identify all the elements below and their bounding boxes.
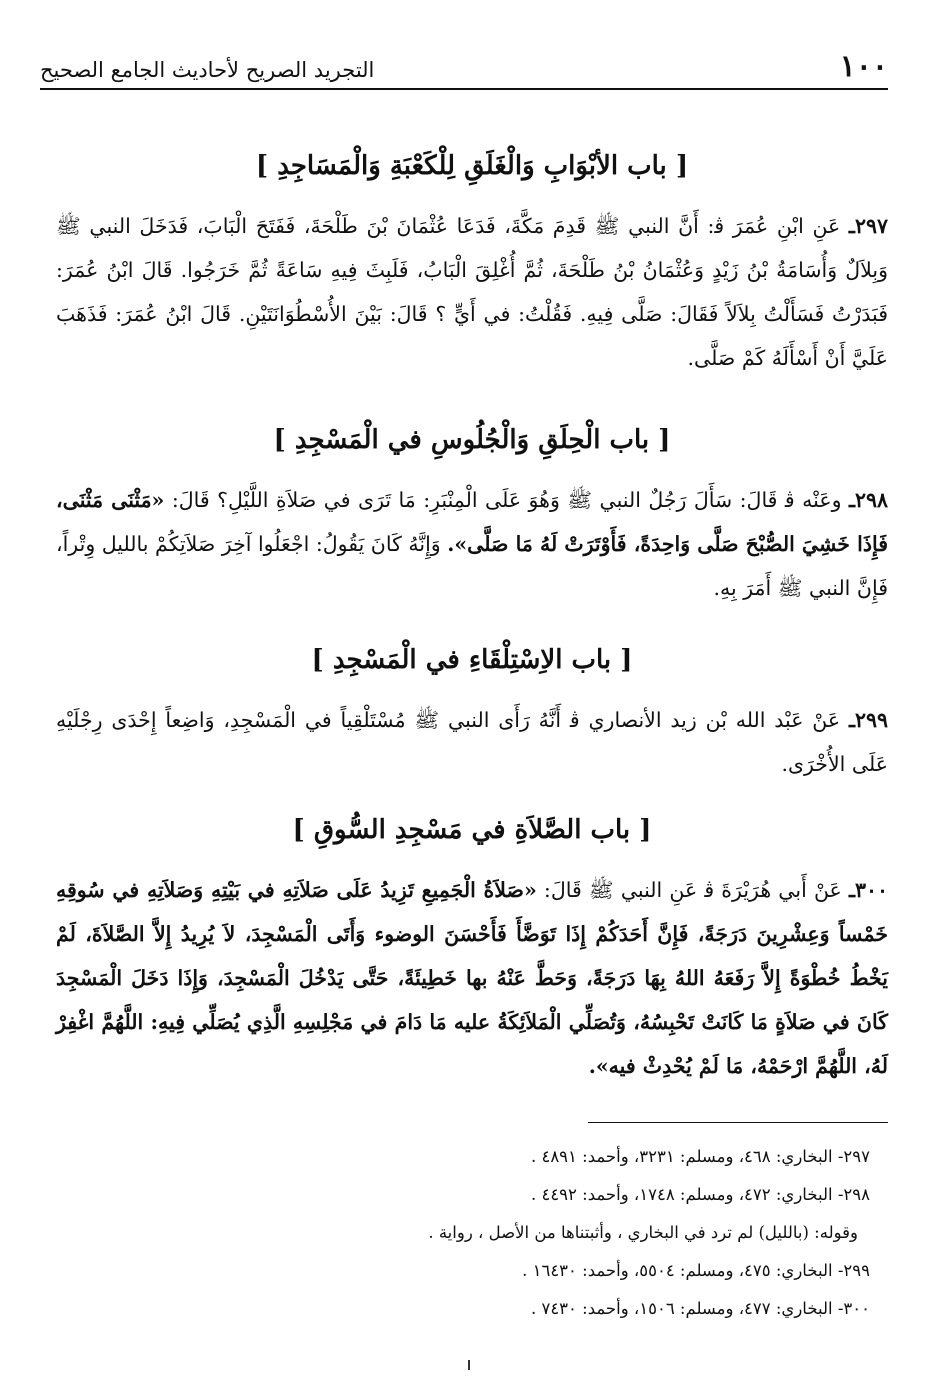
hadith-text: وعَنْه ﭬ قَالَ: سَأَلَ رَجُلٌ النبي ﷺ وَهُوَ عَلَى الْمِنْبَرِ: مَا تَرَى في صَلاَةِ اللَّيْلِ؟ قَالَ: — [171, 488, 842, 512]
hadith-text: عَنْ أَبي هُرَيْرَةَ ﭬ عَنِ النبي ﷺ قَالَ: — [543, 878, 842, 902]
footnote-298-note: وقوله: (بالليل) لم ترد في البخاري ، وأثبتناها من الأصل ، رواية . — [428, 1223, 858, 1242]
footnotes — [300, 1138, 870, 1328]
hadith-number: ٢٩٧ـ — [848, 214, 888, 238]
chapter-heading: [ باب الصَّلاَةِ في مَسْجِدِ السُّوقِ ] — [292, 815, 652, 845]
chapter-heading: [ باب الاِسْتِلْقَاءِ في الْمَسْجِدِ ] — [311, 645, 633, 675]
page-header — [40, 48, 888, 90]
section-297 — [56, 146, 888, 380]
hadith-paragraph — [56, 478, 888, 610]
section-298 — [56, 420, 888, 610]
hadith-paragraph — [56, 204, 888, 380]
hadith-text: عَنِ ابْنِ عُمَرَ ﭬ: أَنَّ النبي ﷺ قَدِمَ مَكَّةَ، فَدَعَا عُثْمَانَ بْنَ طَلْحَةَ، فَفَتَحَ الْبَابَ، فَدَخَلَ النبي ﷺ وَبِلاَلٌ وَأُسَامَةُ بْنُ زَيْدٍ وَعُثْمَانُ بْنُ طَلْحَةَ، ثُمَّ أُغْلِقَ الْبَابُ، فَلَبِثَ فِيهِ سَاعَةً ثُمَّ خَرَجُوا. قَالَ ابْنُ عُمَرَ: فَبَدَرْتُ فَسَأَلْتُ بِلاَلاً فَقَالَ: صَلَّى فِيهِ. فَقُلْتُ: في أَيٍّ ؟ قَالَ: بَيْنَ الأُسْطُوَانَتَيْنِ. قَالَ ابْنُ عُمَرَ: فَذَهَبَ عَلَيَّ أَنْ أَسْأَلَهُ كَمْ صَلَّى. — [56, 214, 888, 370]
section-300 — [56, 810, 888, 1088]
footnote-300: ٣٠٠- البخاري: ٤٧٧، ومسلم: ١٥٠٦، وأحمد: ٧٤٣٠ . — [530, 1299, 870, 1318]
hadith-number: ٢٩٩ـ — [848, 708, 888, 732]
hadith-quote: «صَلاَةُ الْجَمِيعِ تَزِيدُ عَلَى صَلاَتِهِ في بَيْتِهِ وَصَلاَتِهِ في سُوقِهِ خَمْساً وَعِشْرِينَ دَرَجَةً، فَإِنَّ أَحَدَكُمْ إِذَا تَوَضَّأَ فَأَحْسَنَ الوضوء وَأَتَى الْمَسْجِدَ، لاَ يُرِيدُ إِلاَّ الصَّلاَةَ، لَمْ يَخْطُ خُطْوَةً إِلاَّ رَفَعَهُ اللهُ بِهَا دَرَجَةً، وَحَطَّ عَنْهُ بها خَطِيئَةً، حَتَّى يَدْخُلَ الْمَسْجِدَ، وَإِذَا دَخَلَ الْمَسْجِدَ كَانَ في صَلاَةٍ مَا كَانَتْ تَحْبِسُهُ، وَتُصَلِّي الْمَلاَئِكَةُ عليه مَا دَامَ في مَجْلِسِهِ الَّذِي يُصَلِّي فِيهِ: اللَّهُمَّ اغْفِرْ لَهُ، اللَّهُمَّ ارْحَمْهُ، مَا لَمْ يُحْدِثْ فيه». — [56, 878, 888, 1078]
hadith-text-continued: وَإِنَّهُ كَانَ يَقُولُ: اجْعَلُوا آخِرَ صَلاَتِكُمْ بالليل وِتْراً، فَإِنَّ النبي ﷺ أَمَرَ بِهِ. — [56, 532, 888, 600]
chapter-heading: [ باب الأبْوَابِ وَالْغَلَقِ لِلْكَعْبَةِ وَالْمَسَاجِدِ ] — [255, 151, 689, 181]
hadith-text: عَنْ عَبْد الله بْن زيد الأنصاري ﭬ أَنَّهُ رَأَى النبي ﷺ مُسْتَلْقِياً في الْمَسْجِدِ، وَاضِعاً إِحْدَى رِجْلَيْهِ عَلَى الأُخْرَى. — [56, 708, 888, 776]
footnote-divider — [588, 1122, 888, 1123]
footnote-299: ٢٩٩- البخاري: ٤٧٥، ومسلم: ٥٥٠٤، وأحمد: ١٦٤٣٠ . — [522, 1261, 870, 1280]
hadith-number: ٢٩٨ـ — [848, 488, 888, 512]
footnote-298: ٢٩٨- البخاري: ٤٧٢، ومسلم: ١٧٤٨، وأحمد: ٤٤٩٢ . — [530, 1185, 870, 1204]
page-footer-mark — [468, 1360, 470, 1370]
hadith-number: ٣٠٠ـ — [848, 878, 889, 902]
section-299 — [56, 640, 888, 786]
page-number: ١٠٠ — [839, 49, 888, 84]
hadith-paragraph — [56, 698, 888, 786]
footnote-297: ٢٩٧- البخاري: ٤٦٨، ومسلم: ٣٢٣١، وأحمد: ٤٨٩١ . — [530, 1147, 870, 1166]
chapter-heading: [ باب الْحِلَقِ وَالْجُلُوسِ في الْمَسْجِدِ ] — [273, 425, 671, 455]
hadith-paragraph — [56, 868, 888, 1088]
hadith-quote: «مَثْنَى مَثْنَى، فَإِذَا خَشِيَ الصُّبْحَ صَلَّى وَاحِدَةً، فَأَوْتَرَتْ لَهُ مَا صَلَّى». — [56, 488, 888, 556]
running-title: التجريد الصريح لأحاديث الجامع الصحيح — [40, 58, 375, 82]
